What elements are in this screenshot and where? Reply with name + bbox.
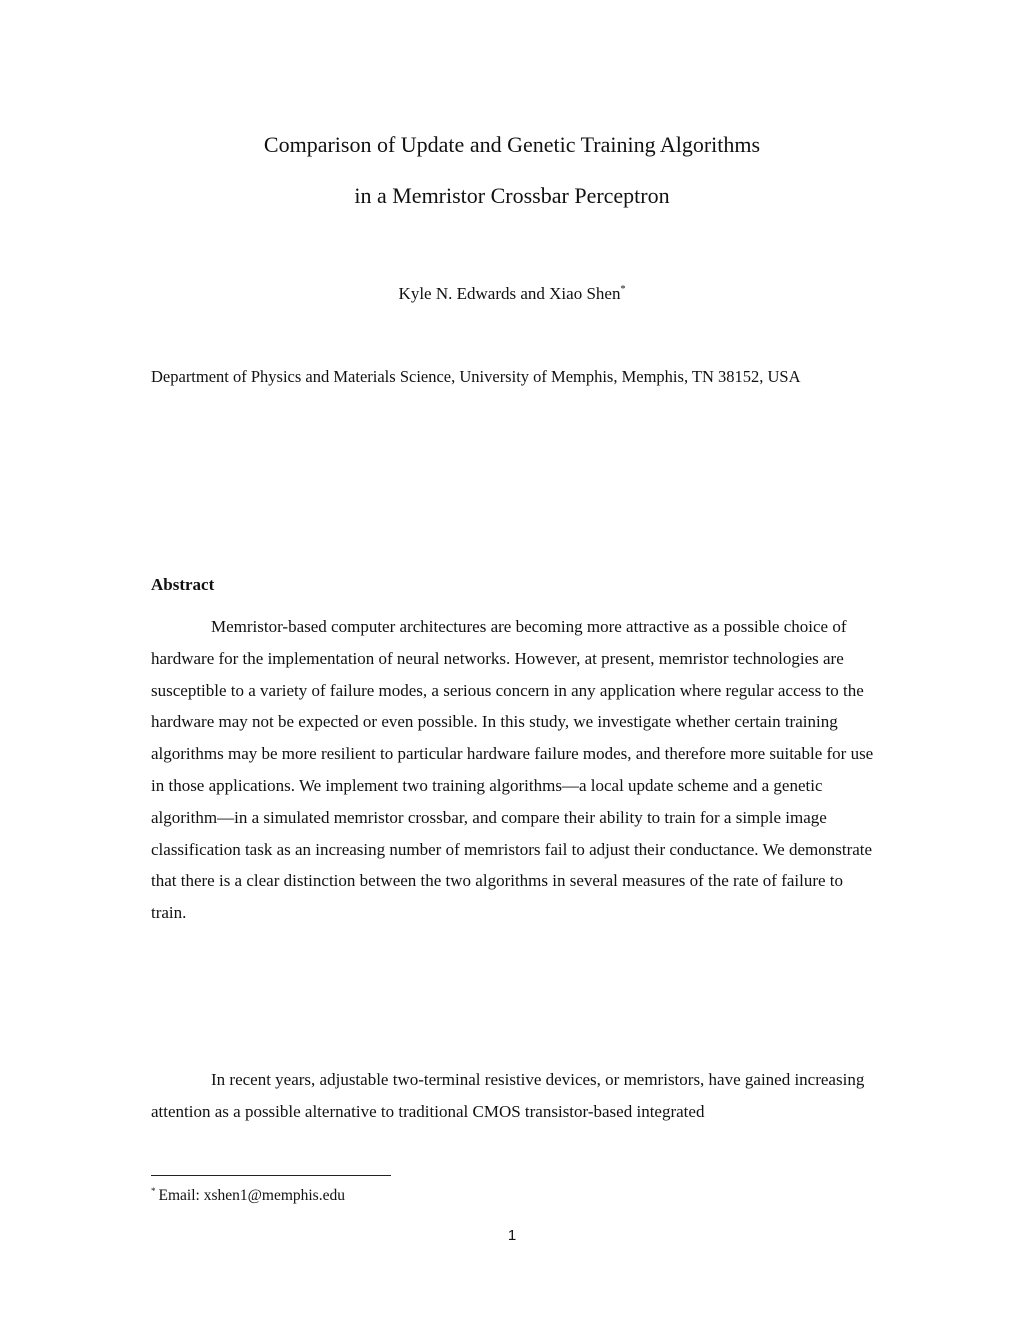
footnote-marker: *: [151, 1186, 156, 1196]
author-names: Kyle N. Edwards and Xiao Shen: [398, 284, 621, 303]
authors: [0, 283, 1024, 305]
footnote: [151, 1186, 345, 1206]
abstract-body: [151, 611, 875, 929]
affiliation: Department of Physics and Materials Science, University of Memphis, Memphis, TN 38152, USA: [151, 367, 801, 386]
abstract-paragraph: Memristor-based computer architectures are becoming more attractive as a possible choice of hardware for the implementation of neural networks. However, at present, memristor technologies are susceptible to a variety of failure modes, a serious concern in any application where regular access to the hardware may not be expected or even possible. In this study, we investigate whether certain training algorithms may be more resilient to particular hardware failure modes, and therefore more suitable for use in those applications. We implement two training algorithms—a local update scheme and a genetic algorithm—in a simulated memristor crossbar, and compare their ability to train for a simple image classification task as an increasing number of memristors fail to adjust their conductance. We demonstrate that there is a clear distinction between the two algorithms in several measures of the rate of failure to train.: [151, 617, 874, 923]
footnote-divider: [151, 1175, 391, 1176]
title-line-1: Comparison of Update and Genetic Training Algorithms: [263, 132, 761, 157]
intro-body: [151, 1064, 875, 1128]
abstract-heading: Abstract: [151, 575, 215, 594]
page-number: 1: [507, 1227, 517, 1244]
intro-paragraph: In recent years, adjustable two-terminal resistive devices, or memristors, have gained increasing attention as a possible alternative to traditional CMOS transistor-based integrated: [151, 1070, 865, 1121]
author-footnote-marker: *: [620, 284, 626, 295]
title-line-2: in a Memristor Crossbar Perceptron: [354, 183, 670, 208]
footnote-email: Email: xshen1@memphis.edu: [158, 1187, 345, 1204]
